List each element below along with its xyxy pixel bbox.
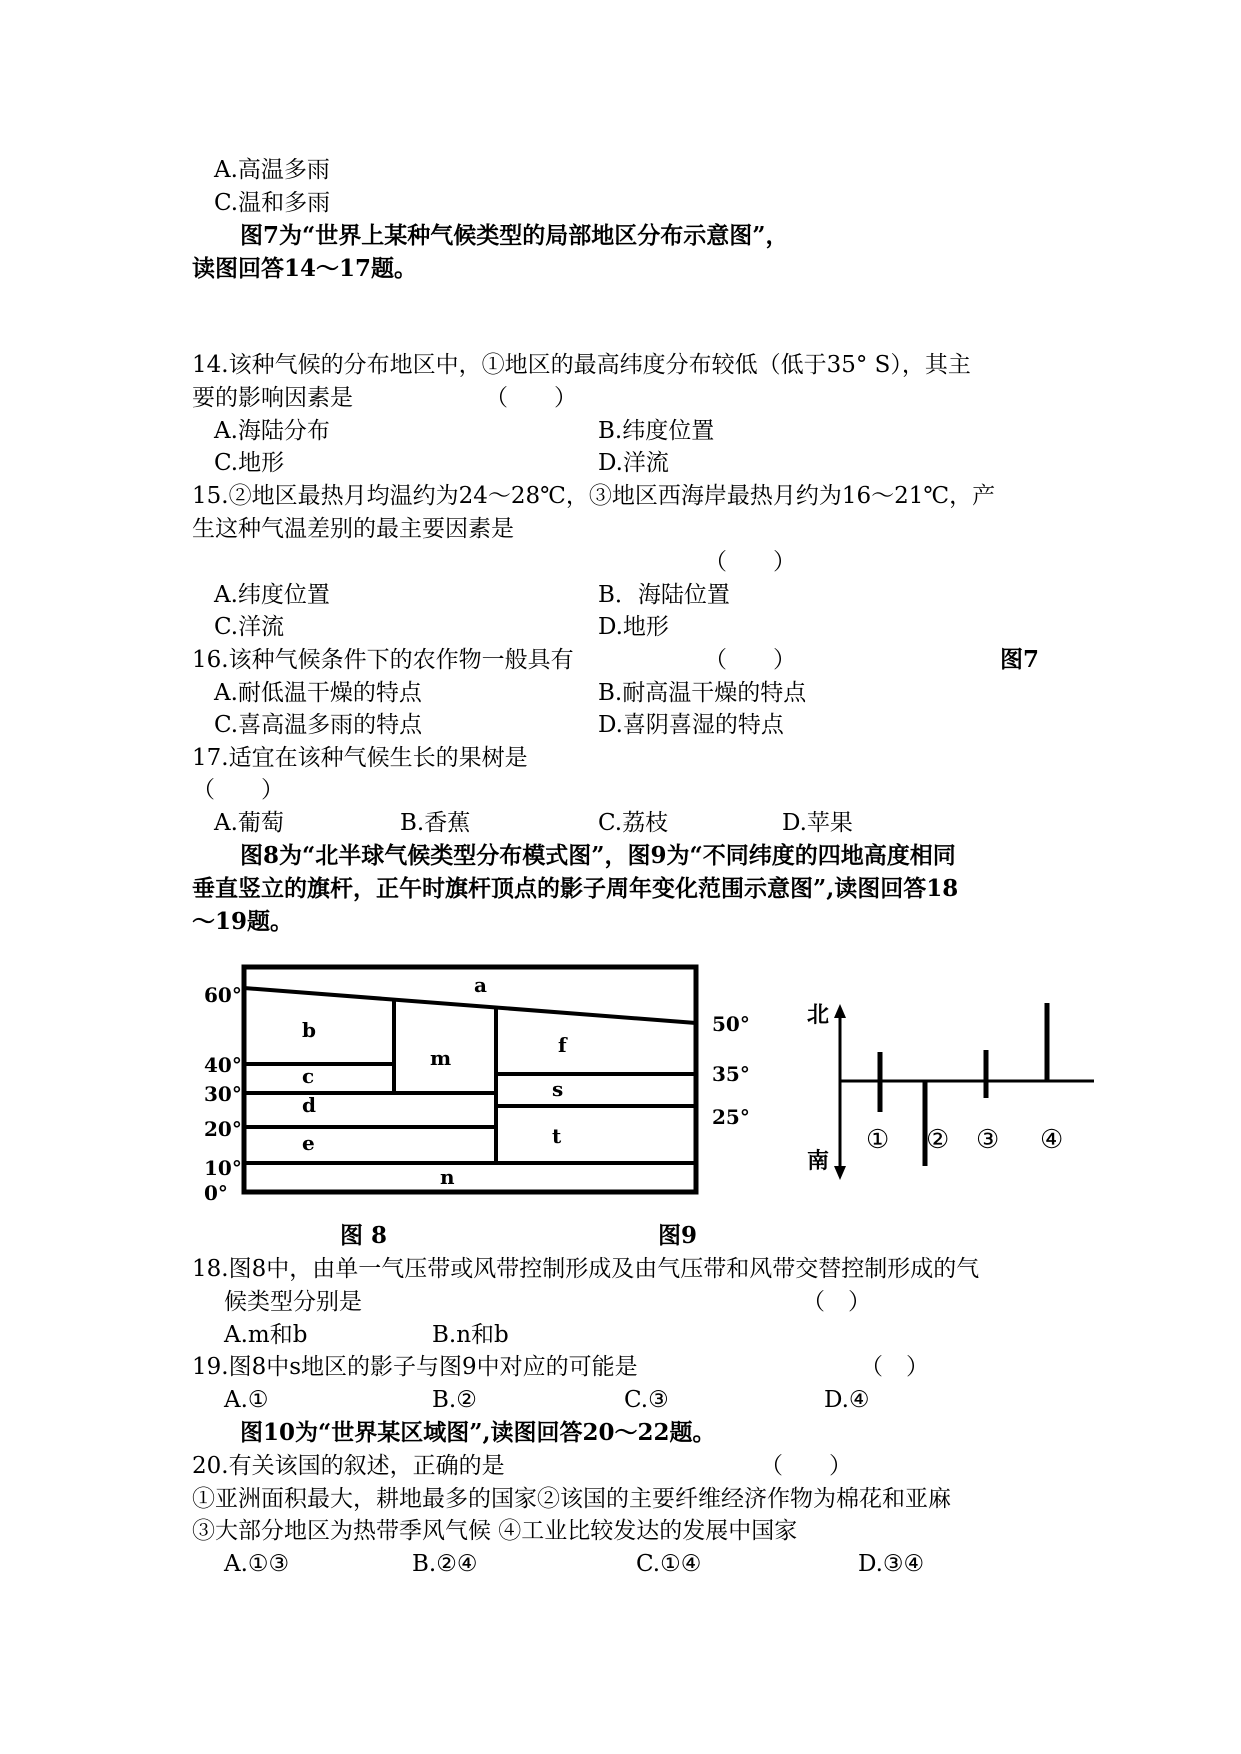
q16-option-c: C.喜高温多雨的特点 [214,712,423,738]
q15-option-b: B．海陆位置 [598,582,730,608]
fig8-region-f: f [558,1033,567,1057]
fig89-intro-line1: 图8为“北半球气候类型分布模式图”，图9为“不同纬度的四地高度相同 [240,842,956,869]
q18-option-a: A.m和b [224,1322,308,1348]
q19-stem: 19.图8中s地区的影子与图9中对应的可能是 [192,1354,638,1380]
q15-option-d: D.地形 [598,614,669,640]
fig9-pole-label-2: ② [926,1125,950,1155]
q19-option-b: B.② [432,1387,477,1413]
fig7-intro-line1: 图7为“世界上某种气候类型的局部地区分布示意图”， [240,222,789,249]
q16-option-d: D.喜阴喜湿的特点 [598,712,784,738]
q17-stem: 17.适宜在该种气候生长的果树是 [192,745,528,771]
q15-option-a: A.纬度位置 [214,582,330,608]
fig8-lat-30: 30° [204,1082,242,1106]
q20-option-d: D.③④ [858,1551,925,1577]
option-c-mild-rainy: C.温和多雨 [214,190,331,216]
q14-stem-line2: 要的影响因素是 [192,385,353,411]
q16-stem: 16.该种气候条件下的农作物一般具有 [192,647,574,673]
q18-answer-paren: （ ） [802,1289,871,1315]
fig9-south-arrow-icon [834,1166,846,1180]
q17-option-d: D.苹果 [782,810,853,836]
fig8-lat-35: 35° [712,1062,750,1086]
fig7-intro-line2: 读图回答14～17题。 [192,255,418,282]
fig8-region-e: e [302,1131,315,1155]
q14-answer-paren: （ ） [485,385,577,411]
fig8-lat-40: 40° [204,1053,242,1077]
q19-option-a: A.① [224,1387,269,1413]
fig8-lat-20: 20° [204,1117,242,1141]
q20-answer-paren: （ ） [760,1453,852,1479]
q17-answer-paren: （ ） [192,777,284,803]
q20-option-a: A.①③ [224,1551,290,1577]
q20-statements-line1: ①亚洲面积最大，耕地最多的国家②该国的主要纤维经济作物为棉花和亚麻 [192,1486,951,1512]
q20-stem: 20.有关该国的叙述，正确的是 [192,1453,505,1479]
fig8-lat-0: 0° [204,1181,228,1205]
fig8-lat-10: 10° [204,1156,242,1180]
fig89-intro-line3: ～19题。 [192,908,294,935]
fig9-pole-label-4: ④ [1040,1125,1064,1155]
q18-stem-line2: 候类型分别是 [224,1289,362,1315]
fig9-pole-label-3: ③ [976,1125,1000,1155]
fig8-region-n: n [440,1165,455,1189]
q19-option-d: D.④ [824,1387,870,1413]
q15-answer-paren: （ ） [704,549,796,575]
fig8-region-s: s [552,1077,564,1101]
fig9-north-label: 北 [807,1002,830,1028]
q16-answer-paren: （ ） [704,647,796,673]
fig9-south-label: 南 [807,1148,830,1174]
fig8-region-m: m [430,1046,452,1070]
fig8-region-a: a [474,973,487,997]
q19-option-c: C.③ [624,1387,669,1413]
fig8-lat-25: 25° [712,1105,750,1129]
fig8-lat-60: 60° [204,983,242,1007]
q20-option-c: C.①④ [636,1551,702,1577]
q16-option-a: A.耐低温干燥的特点 [214,680,422,706]
fig9-caption: 图9 [658,1222,698,1249]
fig8-region-d: d [302,1093,316,1117]
q18-option-b: B.n和b [432,1322,509,1348]
q14-stem-line1: 14.该种气候的分布地区中，①地区的最高纬度分布较低（低于35° S），其主 [192,352,971,378]
fig8-lat-50: 50° [712,1012,750,1036]
q20-option-b: B.②④ [412,1551,478,1577]
q16-option-b: B.耐高温干燥的特点 [598,680,807,706]
fig8-region-t: t [552,1124,562,1148]
q14-option-d: D.洋流 [598,450,669,476]
q15-option-c: C.洋流 [214,614,285,640]
fig8-caption: 图 8 [340,1222,388,1249]
q17-option-b: B.香蕉 [400,810,471,836]
q18-stem-line1: 18.图8中，由单一气压带或风带控制形成及由气压带和风带交替控制形成的气 [192,1256,980,1282]
fig9-north-arrow-icon [834,1004,846,1018]
q17-option-c: C.荔枝 [598,810,669,836]
q19-answer-paren: （ ） [860,1354,929,1380]
fig10-intro: 图10为“世界某区域图”,读图回答20～22题。 [240,1419,716,1446]
fig7-label: 图7 [1000,646,1040,673]
option-a-hot-rainy: A.高温多雨 [214,157,330,183]
q15-stem-line2: 生这种气温差别的最主要因素是 [192,516,514,542]
q14-option-c: C.地形 [214,450,285,476]
fig8-region-c: c [302,1064,315,1088]
q15-stem-line1: 15.②地区最热月均温约为24～28℃，③地区西海岸最热月约为16～21℃，产 [192,483,996,509]
q17-option-a: A.葡萄 [214,810,284,836]
q20-statements-line2: ③大部分地区为热带季风气候 ④工业比较发达的发展中国家 [192,1518,798,1544]
fig89-intro-line2: 垂直竖立的旗杆，正午时旗杆顶点的影子周年变化范围示意图”,读图回答18 [192,875,959,902]
fig8-region-b: b [302,1018,316,1042]
fig9-pole-label-1: ① [866,1125,890,1155]
q14-option-a: A.海陆分布 [214,418,330,444]
q14-option-b: B.纬度位置 [598,418,715,444]
